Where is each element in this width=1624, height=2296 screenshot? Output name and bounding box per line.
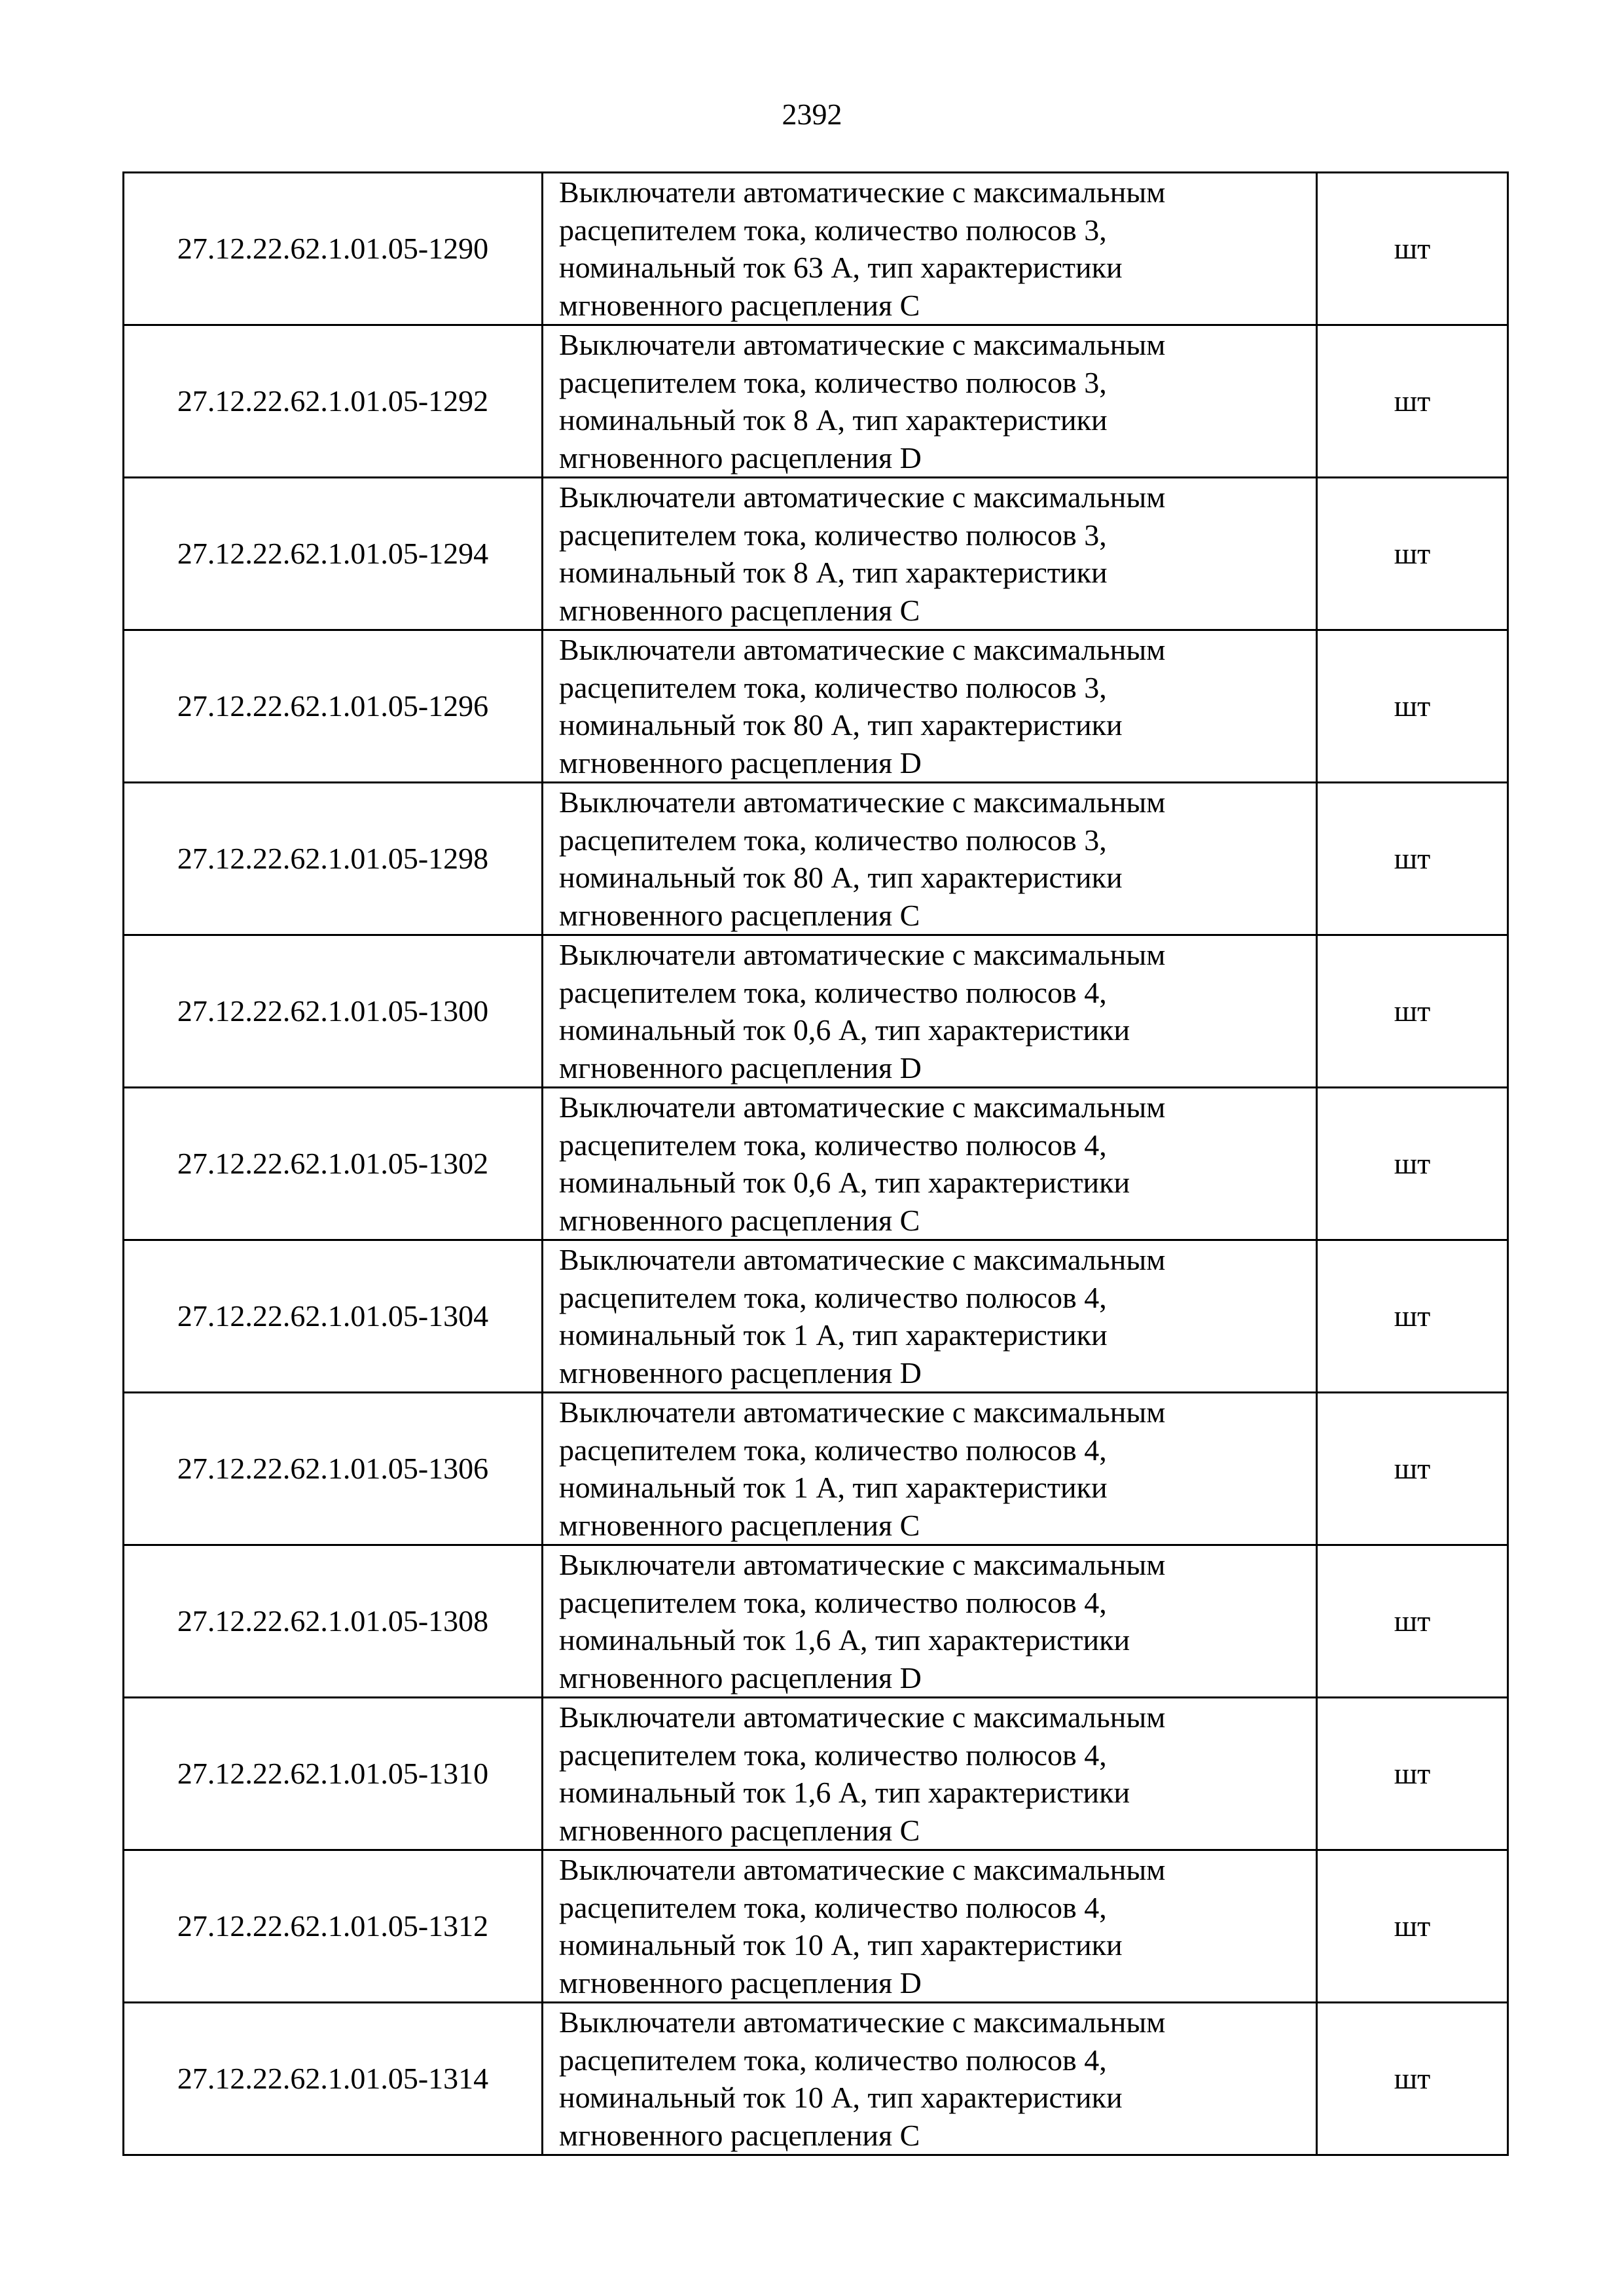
description-line: расцепителем тока, количество полюсов 3, — [559, 670, 1107, 704]
resource-code-cell: 27.12.22.62.1.01.05-1302 — [124, 1088, 543, 1240]
description-line: номинальный ток 8 А, тип характеристики — [559, 403, 1108, 437]
description-line: номинальный ток 80 А, тип характеристики — [559, 708, 1123, 742]
description-line: номинальный ток 63 А, тип характеристики — [559, 251, 1123, 284]
description-line: Выключатели автоматические с максимальным — [559, 1548, 1166, 1581]
unit-cell: шт — [1317, 2003, 1508, 2155]
description-line: мгновенного расцепления D — [559, 440, 922, 475]
resource-code-cell: 27.12.22.62.1.01.05-1290 — [124, 173, 543, 325]
description-line: Выключатели автоматические с максимальным — [559, 1395, 1166, 1429]
description-line: номинальный ток 1 А, тип характеристики — [559, 1318, 1108, 1352]
description-line: расцепителем тока, количество полюсов 4, — [559, 1585, 1107, 1619]
description-line: мгновенного расцепления С — [559, 1813, 920, 1847]
description-line: Выключатели автоматические с максимальным — [559, 175, 1166, 209]
description-line: расцепителем тока, количество полюсов 3, — [559, 823, 1107, 857]
resource-code-cell: 27.12.22.62.1.01.05-1292 — [124, 325, 543, 478]
description-line: номинальный ток 8 А, тип характеристики — [559, 556, 1108, 589]
resource-description-cell — [543, 1698, 1317, 1850]
description-line: мгновенного расцепления D — [559, 1965, 922, 2000]
table-row — [124, 1698, 1508, 1850]
description-line: мгновенного расцепления С — [559, 1508, 920, 1542]
unit-cell: шт — [1317, 1088, 1508, 1240]
description-line: мгновенного расцепления С — [559, 593, 920, 627]
description-line: номинальный ток 10 А, тип характеристики — [559, 2081, 1123, 2114]
resource-code-cell: 27.12.22.62.1.01.05-1310 — [124, 1698, 543, 1850]
description-line: мгновенного расцепления С — [559, 2118, 920, 2152]
resource-table — [122, 171, 1509, 2156]
table-row — [124, 1393, 1508, 1545]
resource-description-cell — [543, 1240, 1317, 1393]
resource-description-cell — [543, 2003, 1317, 2155]
resource-code-cell: 27.12.22.62.1.01.05-1314 — [124, 2003, 543, 2155]
resource-description-cell — [543, 935, 1317, 1088]
unit-cell: шт — [1317, 325, 1508, 478]
resource-description-cell — [543, 325, 1317, 478]
description-line: номинальный ток 0,6 А, тип характеристики — [559, 1013, 1130, 1047]
description-line: расцепителем тока, количество полюсов 4, — [559, 1738, 1107, 1772]
description-line: Выключатели автоматические с максимальным — [559, 1243, 1166, 1276]
unit-cell: шт — [1317, 1698, 1508, 1850]
description-line: номинальный ток 1,6 А, тип характеристики — [559, 1776, 1130, 1809]
table-row — [124, 1545, 1508, 1698]
description-line: мгновенного расцепления С — [559, 1203, 920, 1237]
description-line: Выключатели автоматические с максимальным — [559, 1700, 1166, 1734]
description-line: расцепителем тока, количество полюсов 3, — [559, 365, 1107, 399]
resource-code-cell: 27.12.22.62.1.01.05-1294 — [124, 478, 543, 630]
description-line: Выключатели автоматические с максимальным — [559, 328, 1166, 361]
description-line: мгновенного расцепления D — [559, 745, 922, 780]
description-line: Выключатели автоматические с максимальным — [559, 938, 1166, 971]
unit-cell: шт — [1317, 478, 1508, 630]
resource-code-cell: 27.12.22.62.1.01.05-1304 — [124, 1240, 543, 1393]
resource-code-cell: 27.12.22.62.1.01.05-1298 — [124, 783, 543, 935]
description-line: расцепителем тока, количество полюсов 3, — [559, 518, 1107, 552]
description-line: номинальный ток 10 А, тип характеристики — [559, 1928, 1123, 1962]
resource-code-cell: 27.12.22.62.1.01.05-1312 — [124, 1850, 543, 2003]
table-row — [124, 325, 1508, 478]
resource-description-cell — [543, 1088, 1317, 1240]
unit-cell: шт — [1317, 1850, 1508, 2003]
unit-cell: шт — [1317, 1240, 1508, 1393]
unit-cell: шт — [1317, 935, 1508, 1088]
description-line: Выключатели автоматические с максимальным — [559, 480, 1166, 514]
resource-code-cell: 27.12.22.62.1.01.05-1308 — [124, 1545, 543, 1698]
table-row — [124, 173, 1508, 325]
description-line: мгновенного расцепления D — [559, 1660, 922, 1695]
description-line: мгновенного расцепления С — [559, 898, 920, 932]
resource-description-cell — [543, 630, 1317, 783]
description-line: расцепителем тока, количество полюсов 4, — [559, 1890, 1107, 1924]
description-line: номинальный ток 1 А, тип характеристики — [559, 1471, 1108, 1504]
resource-description-cell — [543, 1545, 1317, 1698]
unit-cell: шт — [1317, 783, 1508, 935]
resource-code-cell: 27.12.22.62.1.01.05-1306 — [124, 1393, 543, 1545]
description-line: мгновенного расцепления D — [559, 1050, 922, 1085]
resource-code-cell: 27.12.22.62.1.01.05-1300 — [124, 935, 543, 1088]
unit-cell: шт — [1317, 1393, 1508, 1545]
table-row — [124, 2003, 1508, 2155]
description-line: расцепителем тока, количество полюсов 4, — [559, 2043, 1107, 2077]
description-line: расцепителем тока, количество полюсов 3, — [559, 213, 1107, 247]
description-line: Выключатели автоматические с максимальным — [559, 1090, 1166, 1124]
description-line: Выключатели автоматические с максимальным — [559, 785, 1166, 819]
table-row — [124, 630, 1508, 783]
description-line: Выключатели автоматические с максимальным — [559, 2005, 1166, 2039]
page-number: 2392 — [782, 98, 842, 131]
resource-description-cell — [543, 478, 1317, 630]
unit-cell: шт — [1317, 1545, 1508, 1698]
description-line: мгновенного расцепления D — [559, 1355, 922, 1390]
unit-cell: шт — [1317, 630, 1508, 783]
table-row — [124, 1240, 1508, 1393]
unit-cell: шт — [1317, 173, 1508, 325]
description-line: номинальный ток 1,6 А, тип характеристики — [559, 1623, 1130, 1657]
description-line: номинальный ток 80 А, тип характеристики — [559, 861, 1123, 894]
description-line: расцепителем тока, количество полюсов 4, — [559, 975, 1107, 1009]
table-row — [124, 935, 1508, 1088]
resource-code-cell: 27.12.22.62.1.01.05-1296 — [124, 630, 543, 783]
resource-description-cell — [543, 1393, 1317, 1545]
table-row — [124, 1850, 1508, 2003]
description-line: расцепителем тока, количество полюсов 4, — [559, 1433, 1107, 1467]
resource-description-cell — [543, 173, 1317, 325]
table-body — [124, 173, 1508, 2155]
description-line: расцепителем тока, количество полюсов 4, — [559, 1128, 1107, 1162]
description-line: Выключатели автоматические с максимальным — [559, 633, 1166, 666]
table-row — [124, 1088, 1508, 1240]
description-line: Выключатели автоматические с максимальным — [559, 1853, 1166, 1886]
description-line: мгновенного расцепления С — [559, 288, 920, 322]
table-row — [124, 783, 1508, 935]
resource-description-cell — [543, 1850, 1317, 2003]
description-line: расцепителем тока, количество полюсов 4, — [559, 1280, 1107, 1314]
resource-description-cell — [543, 783, 1317, 935]
description-line: номинальный ток 0,6 А, тип характеристики — [559, 1166, 1130, 1199]
table-row — [124, 478, 1508, 630]
